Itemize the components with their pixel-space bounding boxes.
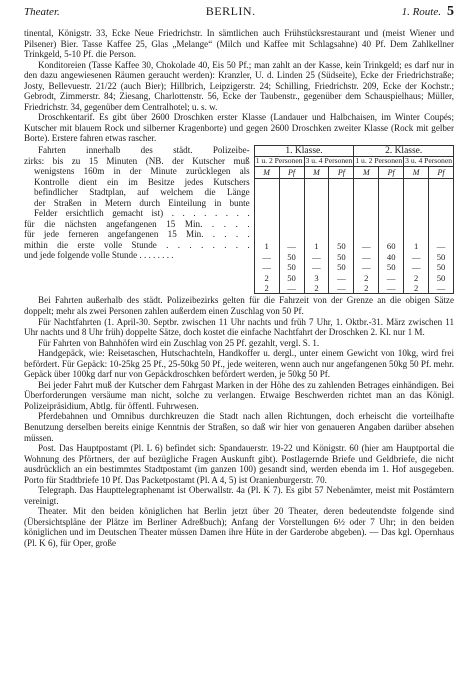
unit-label: M	[362, 168, 370, 178]
paragraph-night-fares: Für Nachtfahrten (1. April-30. Septbr. zwischen 11 Uhr nachts und früh 7 Uhr, 1. Oktbr.-31. März zwischen 11 Uhr nachts und 8 Uhr früh) doppelte Sätze, doch kostet die einfache Nachtfahrt der Droschken 2. Kl. nur 1 M.	[24, 316, 454, 338]
fare-cell	[254, 179, 279, 242]
paragraph-droschkentarif: Droschkentarif. Es gibt über 2600 Droschken erster Klasse (Landauer und Halbchaisen, im Winter Coupés; Kutscher mit blauem Rock und silberner Kragenborte) und gegen 2600 Droschken zweiter Klasse (Rock mit gelber Borte). Erstere fahren etwas rascher.	[24, 112, 454, 144]
paragraph-telegraph: Telegraph. Das Haupttelegraphenamt ist Oberwallstr. 4a (Pl. K 7). Es gibt 57 Nebenämter, meist mit Postämtern vereinigt.	[24, 485, 454, 506]
section-title: Theater.	[24, 6, 60, 18]
unit-label: Pf	[337, 168, 345, 178]
fare-class-header: 2. Klasse.	[354, 146, 454, 157]
fare-persons-header: 1 u. 2 Personen	[255, 156, 303, 166]
fare-cell: 2	[254, 283, 279, 294]
fare-cell: —	[429, 241, 454, 251]
fare-line: mithin die erste volle Stunde . . . . . . . .	[24, 239, 250, 250]
paragraph-fare-tokens: Bei jeder Fahrt muß der Kutscher dem Fahrgast Marken in der Höhe des zu zahlenden Betrages einhändigen. Bei Überforderungen versäume man nicht, solche zu verlangen. Etwaige Beschwerden richtet man an das Königl. Polizeipräsidium, Abtlg. für öffentl. Fuhrwesen.	[24, 379, 454, 411]
route-indicator	[401, 4, 454, 19]
fare-cell: —	[429, 283, 454, 294]
fare-line: befindlicher Stadtplan, auf welchem die Länge	[34, 187, 250, 198]
fare-cell: —	[354, 241, 379, 251]
fare-cell	[279, 179, 304, 242]
unit-label: M	[412, 168, 420, 178]
fare-cell: —	[404, 262, 429, 272]
fare-cell: 1	[254, 241, 279, 251]
fare-cell: 2	[354, 283, 379, 294]
page-number: 5	[446, 4, 454, 19]
fare-cell: 50	[329, 241, 354, 251]
fare-persons-header: 1 u. 2 Personen	[355, 156, 403, 166]
fare-cell: 2	[254, 273, 279, 283]
unit-label: M	[313, 168, 320, 178]
fare-cell: 3	[304, 273, 329, 283]
fare-unit-header	[429, 167, 454, 179]
fare-cell	[304, 179, 329, 242]
fare-cell	[329, 179, 354, 242]
fare-cell	[404, 179, 429, 242]
fare-unit-header	[254, 167, 279, 179]
fare-table-body	[254, 241, 453, 294]
page-header	[24, 6, 454, 28]
fare-cell: 1	[404, 241, 429, 251]
unit-label: Pf	[288, 168, 296, 178]
paragraph-station-fares: Für Fahrten von Bahnhöfen wird ein Zuschlag von 25 Pf. gezahlt, vergl. S. 1.	[38, 337, 320, 348]
fare-cell	[354, 179, 379, 242]
page-title: BERLIN.	[205, 4, 256, 18]
paragraph-cafes: tinental, Königstr. 33, Ecke Neue Friedrichstr. In sämtlichen auch Frühstücksrestaurant und (meist Wiener und Pilsener) Bier. Tasse Kaffee 25, Glas „Melange“ (Milch und Kaffee mit Schlagsahne) 40 Pf. Dem Zahlkellner Trinkgeld, 5-10 Pf. die Person.	[24, 28, 454, 60]
fare-line: für die nächsten angefangenen 15 Min. . . . .	[24, 218, 250, 229]
fare-line: und jede folgende volle Stunde . . . . . . . .	[24, 250, 174, 261]
fare-cell: —	[254, 262, 279, 272]
fare-row	[254, 262, 453, 272]
fare-cell: 2	[404, 273, 429, 283]
fare-line: für jede ferneren angefangenen 15 Min. . . . .	[24, 229, 250, 240]
paragraph-theater: Theater. Mit den beiden königlichen hat Berlin jetzt über 20 Theater, deren bedeutendste folgende sind (Übersichtspläne der Plätze im Berliner Adreßbuch); Anfang der Vorstellungen 6½ oder 7 Uhr; in den beiden königlichen und im Deutschen Theater müssen Damen ihre Hüte in der Garderobe abgeben). — Das kgl. Opernhaus (Pl. K 6), für Oper, große	[24, 506, 454, 549]
fare-persons-header: 3 u. 4 Personen	[405, 156, 452, 166]
fare-line: der Straßen in Metern durch Einteilung in bunte	[34, 197, 250, 208]
fare-table	[254, 145, 454, 294]
fare-unit-header	[379, 167, 404, 179]
fare-persons-header: 3 u. 4 Personen	[305, 156, 353, 166]
fare-cell	[379, 179, 404, 242]
paragraph-post: Post. Das Hauptpostamt (Pl. L 6) befindet sich: Spandauerstr. 19-22 und Königstr. 60 (hier am Hauptportal die Wohnung des Pförtners, der auf bezügliche Fragen Auskunft gibt). Postlagernde Briefe und Geldbriefe, die nicht ausdrücklich an ein bestimmtes Stadtpostamt (im ganzen 100) gesandt sind, werden ebenda im 1. Hof ausgegeben. Porto für Stadtbriefe 10 Pf. Das Packetpostamt (Pl. A 4, 5) ist Oranienburgerstr. 70.	[24, 443, 454, 485]
fare-cell: 60	[379, 241, 404, 251]
fare-cell: 50	[279, 262, 304, 272]
fare-cell: 50	[279, 273, 304, 283]
fare-line: Kontrolle dient ein im Besitze jedes Kutschers	[34, 176, 250, 187]
fare-cell: 50	[379, 262, 404, 272]
fare-cell: —	[304, 252, 329, 262]
fare-row	[254, 273, 453, 283]
fare-cell: —	[354, 252, 379, 262]
fare-cell: 50	[429, 262, 454, 272]
fare-unit-header-row	[254, 167, 453, 179]
paragraph-outside-district: Bei Fahrten außerhalb des städt. Polizeibezirks gelten für die Fahrzeit von der Grenze an die obigen Sätze doppelt; mehr als zwei Personen zahlen außerdem einen Zuschlag von 50 Pf.	[24, 295, 454, 316]
fare-unit-header	[404, 167, 429, 179]
fare-cell: 2	[404, 283, 429, 294]
fare-cell: —	[354, 262, 379, 272]
fare-cell: 50	[429, 273, 454, 283]
paragraph-luggage: Handgepäck, wie: Reisetaschen, Hutschachteln, Handkoffer u. dergl., unter einem Gewicht von 10kg, wird frei befördert. Für Gepäck: 10-25kg 25 Pf., 25-50kg 50 Pf., jede weiteren, wenn auch nur angefangenen 50kg 50 Pf. mehr. Gepäck über 100kg darf nur von Gepäckdroschken befördert werden, je 50kg 50 Pf.	[24, 348, 454, 380]
unit-label: Pf	[437, 168, 445, 178]
fare-cell: —	[329, 273, 354, 283]
fare-class-header-row	[254, 146, 453, 157]
fare-cell: 40	[379, 252, 404, 262]
fare-line: Fahrten innerhalb des städt. Polizeibe-	[38, 145, 250, 156]
fare-spacer-row	[254, 179, 453, 242]
fare-cell: 50	[329, 262, 354, 272]
fare-line: zirks: bis zu 15 Minuten (NB. der Kutscher muß	[24, 155, 250, 166]
fare-cell: —	[279, 283, 304, 294]
fare-description	[24, 145, 254, 261]
fare-class-header: 1. Klasse.	[254, 146, 354, 157]
fare-unit-header	[279, 167, 304, 179]
unit-label: Pf	[387, 168, 395, 178]
fare-cell: 50	[279, 252, 304, 262]
fare-cell: —	[329, 283, 354, 294]
fare-line: Felder ersichtlich gemacht ist) . . . . . . . .	[34, 208, 250, 219]
fare-section	[24, 145, 454, 294]
fare-cell: 1	[304, 241, 329, 251]
fare-cell: 2	[354, 273, 379, 283]
fare-cell: —	[379, 283, 404, 294]
fare-unit-header	[304, 167, 329, 179]
route-label: 1. Route.	[401, 6, 441, 18]
fare-cell	[429, 179, 454, 242]
fare-line: wenigstens 160m in der Minute zurücklegen als	[34, 166, 250, 177]
fare-cell: 2	[304, 283, 329, 294]
paragraph-konditoreien: Konditoreien (Tasse Kaffee 30, Chokolade 40, Eis 50 Pf.; man zahlt an der Kasse, kein Trinkgeld; es darf nur in den dazu angewiesenen Räumen geraucht werden): Kranzler, U. d. Linden 25 (Südseite), Ecke der Friedrichstraße; Josty, Bellevuestr. 21/22 (auch Bier); Hillbrich, Leipzigerstr. 24; Schilling, Friedrichstr. 209, Ecke der Kochstr.; Gebrodt, Zimmerstr. 84; Ziesang, Charlottenstr. 56, Ecke der Taubenstr., gegenüber dem Schauspielhaus; Müller, Friedrichstr. 34, gegenüber dem Centralhotel; u. s. w.	[24, 59, 454, 112]
fare-cell: 50	[429, 252, 454, 262]
fare-unit-header	[329, 167, 354, 179]
paragraph-tramways: Pferdebahnen und Omnibus durchkreuzen die Stadt nach allen Richtungen, doch erheischt die vorteilhafte Benutzung derselben bereits einige Kenntnis der Straßen, so daß wir hier von genaueren Angaben darüber absehen müssen.	[24, 411, 454, 443]
fare-cell: —	[254, 252, 279, 262]
fare-cell: —	[304, 262, 329, 272]
fare-cell: —	[404, 252, 429, 262]
unit-label: M	[263, 168, 270, 178]
fare-row	[254, 252, 453, 262]
fare-persons-header-row	[254, 157, 453, 167]
fare-cell: —	[379, 273, 404, 283]
fare-row	[254, 241, 453, 251]
fare-row	[254, 283, 453, 294]
fare-unit-header	[354, 167, 379, 179]
fare-cell: —	[279, 241, 304, 251]
fare-cell: 50	[329, 252, 354, 262]
